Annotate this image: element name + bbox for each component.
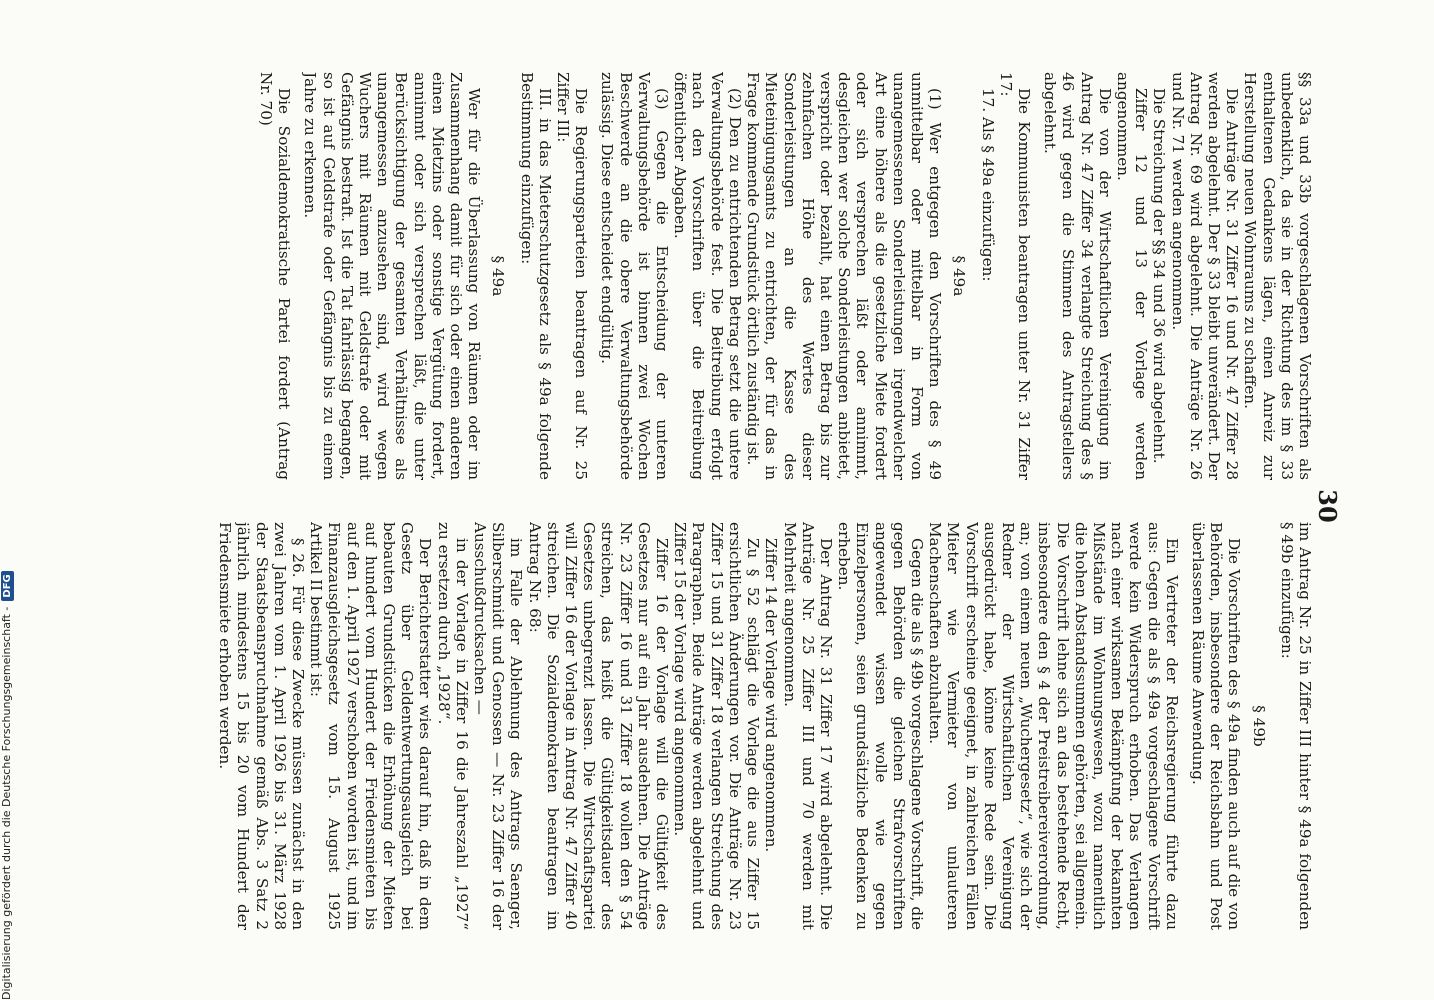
paragraph: Ziffer 12 und 13 der Vorlage werden angenommen.: [1113, 72, 1151, 480]
paragraph: Die von der Wirtschaftlichen Vereinigung im Antrag Nr. 47 Ziffer 34 verlangte Streichung des § 46 wird gegen die Stimmen des Antragstellers abgelehnt.: [1041, 72, 1114, 480]
paragraph: in der Vorlage in Ziffer 16 die Jahreszahl „1927“ zu ersetzen durch „1928“.: [434, 522, 471, 930]
paragraph: Ziffer 16 der Vorlage will die Gültigkeit des Gesetzes nur auf ein Jahr ausdehnen. Die Anträge Nr. 23 Ziffer 16 und 31 Ziffer 18 wollen den § 54 streichen, das heißt die Gültigkeitsdauer des Gesetzes unbegrenzt lassen. Die Wirtschaftspartei will Ziffer 16 der Vorlage in Antrag Nr. 47 Ziffer 40 streichen. Die Sozialdemokraten beantragen im Antrag Nr. 68:: [525, 522, 672, 930]
paragraph: §§ 33a und 33b vorgeschlagenen Vorschriften als unbedenklich, da sie in der Richtung des im § 33 enthaltenen Gedankens lägen, einen Anreiz zur Herstellung neuen Wohnraums zu schaffen.: [1241, 72, 1314, 480]
right-text-column: [134, 522, 1314, 930]
paragraph: Der Berichterstatter wies darauf hin, daß in dem Gesetz über Geldentwertungsausgleich bei bebauten Grundstücken die Erhöhung der Mieten auf hundert vom Hundert der Friedensmieten bis auf den 1. April 1927 verschoben worden ist, und im Finanzausgleichsgesetz vom 15. August 1925 Artikel II bestimmt ist:: [307, 522, 435, 930]
paragraph: Wer für die Überlassung von Räumen oder im Zusammenhang damit für sich oder einen anderen einen Mietzins oder sonstige Vergütung fordert, annimmt oder sich versprechen läßt, die unter Berücksichtigung der gesamten Verhältnisse als unangemessen anzusehen sind, wird wegen Wuchers mit Räumen mit Geldstrafe oder mit Gefängnis bestraft. Ist die Tat fahrlässig begangen, so ist auf Geldstrafe oder Gefängnis bis zu einem Jahre zu erkennen.: [301, 72, 484, 480]
left-text-column: [134, 72, 1314, 480]
section-heading: § 49b: [1249, 705, 1268, 747]
paragraph: Ein Vertreter der Reichsregierung führte dazu aus: Gegen die als § 49a vorgeschlagene Vorschrift werde kein Widerspruch erhoben. Das Verlangen nach einer wirksamen Bekämpfung der bekannten Mißstände im Wohnungswesen, wozu namentlich die hohen Abstandssummen gehörten, sei allgemein. Die Vorschrift lehne sich an das bestehende Recht, insbesondere den § 4 der Preistreibereiverordnung, an; von einem neuen „Wuchergesetz“, wie sich der Redner der Wirtschaftlichen Vereinigung ausgedrückt habe, könne keine Rede sein. Die Vorschrift erscheine geeignet, in zahlreichen Fällen Mieter wie Vermieter von unlauteren Machenschaften abzuhalten.: [926, 522, 1181, 930]
page-number: 30: [1313, 489, 1342, 523]
paragraph: Die Sozialdemokratische Partei fordert (Antrag Nr. 70): [257, 72, 294, 480]
section-heading: § 49a: [489, 255, 508, 297]
paragraph: § 26. Für diese Zwecke müssen zunächst in den zwei Jahren vom 1. April 1926 bis 31. März 1928 der Staatsbeanspruchnahme gemäß Abs. 3 Satz 2 jährlich mindestens 15 bis 20 vom Hundert der Friedensmiete erhoben werden.: [216, 522, 308, 930]
paragraph: III. in das Mieterschutzgesetz als § 49a folgende Bestimmung einzufügen:: [517, 72, 554, 480]
paragraph: Die Vorschriften des § 49a finden auch auf die von Behörden, insbesondere der Reichsbahn und Post überlassenen Räume Anwendung.: [1188, 522, 1244, 930]
paragraph: (2) Den zu entrichtenden Betrag setzt die untere Verwaltungsbehörde fest. Die Beitreibung erfolgt nach den Vorschriften über die Beitreibung öffentlicher Abgaben.: [671, 72, 744, 480]
paragraph: Zu § 52 schlägt die Vorlage die aus Ziffer 15 ersichtlichen Änderungen vor. Die Anträge Nr. 23 Ziffer 15 und 31 Ziffer 18 verlangen Streichung des Paragraphen. Beide Anträge werden abgelehnt und Ziffer 15 der Vorlage wird angenommen.: [671, 522, 763, 930]
paragraph: Gegen die als § 49b vorgeschlagene Vorschrift, die gegen Behörden die gleichen Strafvorschriften angewendet wissen wolle wie gegen Einzelpersonen, seien grundsätzliche Bedenken zu erheben.: [835, 522, 926, 930]
credit-text: Digitalisierung gefördert durch die Deutsche Forschungsgemeinschaft -: [0, 606, 13, 1000]
paragraph: 17. Als § 49a einzufügen:: [978, 88, 997, 282]
paragraph: im Antrag Nr. 25 in Ziffer III hinter § 49a folgenden § 49b einzufügen:: [1277, 522, 1314, 930]
paragraph: (1) Wer entgegen den Vorschriften des § 49 unmittelbar oder mittelbar in Form von unangemessenen Sonderleistungen irgendwelcher Art eine höhere als die gesetzliche Miete fordert oder sich versprechen läßt oder annimmt, desgleichen wer solche Sonderleistungen anbietet, verspricht oder bezahlt, hat einen Betrag bis zur zehnfachen Höhe des Wertes dieser Sonderleistungen an die Kasse des Mieteinigungsamts zu entrichten, der für das in Frage kommende Grundstück örtlich zuständig ist.: [744, 72, 945, 480]
paragraph: im Falle der Ablehnung des Antrags Saenger, Silberschmidt und Genossen — Nr. 23 Ziffer 16 der Ausschußdrucksachen —: [471, 522, 526, 930]
digitization-credit: [0, 0, 14, 1000]
paragraph: (3) Gegen die Entscheidung der unteren Verwaltungsbehörde ist binnen zwei Wochen Beschwerde an die obere Verwaltungsbehörde zulässig. Diese entscheidet endgültig.: [598, 72, 672, 480]
section-heading: § 49a: [950, 255, 969, 297]
paragraph: Der Antrag Nr. 31 Ziffer 17 wird abgelehnt. Die Anträge Nr. 25 Ziffer III und 70 werden mit Mehrheit angenommen.: [780, 522, 835, 930]
dfg-logo: DFG: [1, 571, 14, 600]
paragraph: Die Streichung der §§ 34 und 36 wird abgelehnt.: [1150, 88, 1169, 464]
paragraph: Ziffer 14 der Vorlage wird angenommen.: [762, 538, 781, 853]
paragraph: Die Anträge Nr. 31 Ziffer 16 und Nr. 47 Ziffer 28 werden abgelehnt. Der § 33 bleibt unverändert. Der Antrag Nr. 69 wird abgelehnt. Die Anträge Nr. 26 und Nr. 71 werden angenommen.: [1168, 72, 1242, 480]
paragraph: Die Regierungsparteien beantragen auf Nr. 25 Ziffer III:: [554, 72, 591, 480]
paragraph: Die Kommunisten beantragen unter Nr. 31 Ziffer 17:: [996, 72, 1033, 480]
